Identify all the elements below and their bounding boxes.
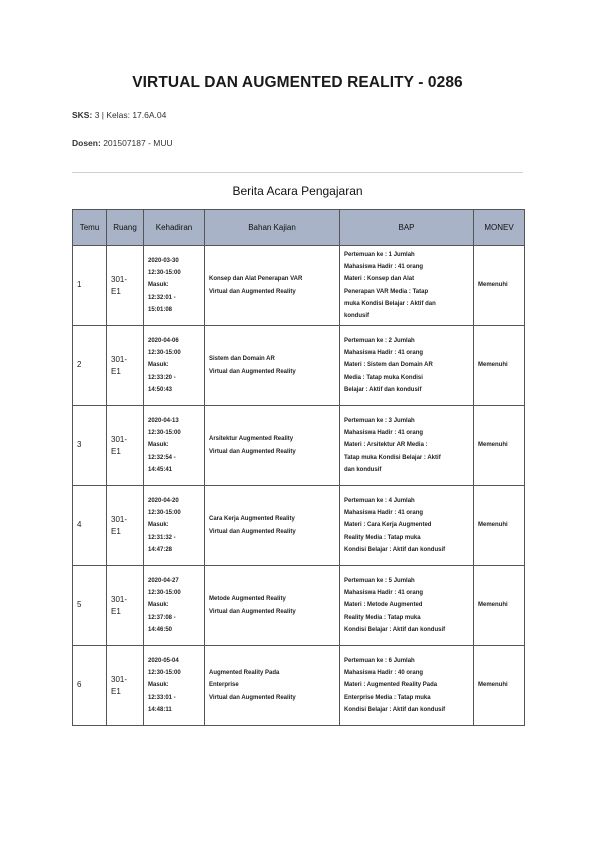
table-row (73, 646, 525, 726)
cell-bap-line: Kondisi Belajar : Aktif dan kondusif (344, 546, 446, 553)
cell-kehadiran-line: 2020-04-27 (148, 577, 179, 584)
cell-ruang (107, 566, 144, 646)
cell-bap-line: Pertemuan ke : 5 Jumlah (344, 577, 415, 584)
cell-bahan-kajian-line: Arsitektur Augmented Reality (209, 436, 294, 443)
cell-kehadiran-line: 15:01:08 (148, 306, 173, 313)
dosen-info (72, 138, 173, 148)
cell-bahan-kajian-line: Virtual dan Augmented Reality (209, 528, 296, 535)
cell-kehadiran-line: Masuk: (148, 442, 169, 449)
cell-kehadiran-line: 14:50:43 (148, 386, 173, 393)
cell-kehadiran (144, 486, 205, 566)
cell-kehadiran-line: 2020-04-20 (148, 497, 179, 504)
cell-kehadiran-line: 12:32:54 - (148, 454, 176, 461)
cell-bap-line: Pertemuan ke : 2 Jumlah (344, 337, 415, 344)
column-header-bap: BAP (340, 210, 474, 246)
cell-kehadiran-line: 12:30-15:00 (148, 270, 181, 277)
section-title: Berita Acara Pengajaran (232, 184, 363, 198)
cell-bap-line: Reality Media : Tatap muka (344, 614, 421, 621)
cell-ruang-line: 301- (111, 354, 128, 364)
bap-table (72, 209, 525, 726)
cell-bap-line: Mahasiswa Hadir : 41 orang (344, 430, 424, 437)
cell-kehadiran-line: 12:33:20 - (148, 374, 176, 381)
cell-ruang (107, 326, 144, 406)
cell-bahan-kajian-line: Sistem dan Domain AR (209, 356, 275, 363)
cell-kehadiran-line: 12:31:32 - (148, 534, 176, 541)
cell-bahan-kajian (205, 646, 340, 726)
cell-temu: 5 (73, 566, 107, 646)
cell-kehadiran-line: 12:32:01 - (148, 294, 176, 301)
cell-bap-line: Reality Media : Tatap muka (344, 534, 421, 541)
cell-ruang (107, 486, 144, 566)
cell-ruang-line: 301- (111, 274, 128, 284)
cell-bap-line: Penerapan VAR Media : Tatap (344, 288, 429, 295)
cell-kehadiran-line: 12:30-15:00 (148, 430, 181, 437)
cell-bahan-kajian (205, 406, 340, 486)
cell-bap-line: Mahasiswa Hadir : 41 orang (344, 590, 424, 597)
cell-kehadiran (144, 326, 205, 406)
cell-bahan-kajian-line: Virtual dan Augmented Reality (209, 368, 296, 375)
table-row (73, 486, 525, 566)
cell-ruang (107, 246, 144, 326)
sks-label: SKS: (72, 110, 93, 120)
cell-bap-line: Tatap muka Kondisi Belajar : Aktif (344, 454, 441, 461)
cell-kehadiran-line: 2020-05-04 (148, 657, 179, 664)
cell-kehadiran (144, 406, 205, 486)
cell-kehadiran-line: Masuk: (148, 522, 169, 529)
cell-kehadiran-line: 12:30-15:00 (148, 510, 181, 517)
cell-bap-line: Pertemuan ke : 3 Jumlah (344, 417, 415, 424)
cell-temu: 4 (73, 486, 107, 566)
cell-bahan-kajian-line: Virtual dan Augmented Reality (209, 288, 296, 295)
cell-ruang-line: E1 (111, 606, 121, 616)
table-row (73, 326, 525, 406)
cell-bap-line: kondusif (344, 312, 369, 319)
cell-bap-line: Materi : Konsep dan Alat (344, 276, 415, 283)
cell-bap-line: Mahasiswa Hadir : 41 orang (344, 350, 424, 357)
column-header-monev: MONEV (474, 210, 525, 246)
cell-bap-line: Materi : Cara Kerja Augmented (344, 522, 432, 529)
cell-bahan-kajian-line: Enterprise (209, 682, 239, 689)
cell-kehadiran-line: Masuk: (148, 602, 169, 609)
table-row (73, 246, 525, 326)
cell-bap-line: Mahasiswa Hadir : 41 orang (344, 264, 424, 271)
column-header-bahan-kajian: Bahan Kajian (205, 210, 340, 246)
cell-kehadiran-line: 12:30-15:00 (148, 350, 181, 357)
cell-bahan-kajian (205, 566, 340, 646)
cell-bap-line: Pertemuan ke : 6 Jumlah (344, 657, 415, 664)
cell-ruang-line: E1 (111, 526, 121, 536)
cell-ruang-line: 301- (111, 514, 128, 524)
dosen-label: Dosen: (72, 138, 101, 148)
cell-ruang (107, 646, 144, 726)
cell-bap-line: dan kondusif (344, 466, 382, 473)
cell-kehadiran-line: Masuk: (148, 682, 169, 689)
cell-bap-line: Belajar : Aktif dan kondusif (344, 386, 422, 393)
cell-kehadiran-line: Masuk: (148, 282, 169, 289)
cell-bap (340, 406, 474, 486)
cell-temu: 6 (73, 646, 107, 726)
cell-kehadiran-line: 12:30-15:00 (148, 670, 181, 677)
cell-kehadiran-line: Masuk: (148, 362, 169, 369)
cell-monev: Memenuhi (474, 566, 525, 646)
cell-bap-line: Media : Tatap muka Kondisi (344, 374, 423, 381)
cell-monev: Memenuhi (474, 486, 525, 566)
cell-ruang-line: E1 (111, 686, 121, 696)
dosen-value: 201507187 - MUU (103, 138, 173, 148)
cell-bap-line: Enterprise Media : Tatap muka (344, 694, 431, 701)
cell-kehadiran-line: 12:30-15:00 (148, 590, 181, 597)
cell-ruang-line: 301- (111, 434, 128, 444)
cell-bahan-kajian-line: Augmented Reality Pada (209, 670, 280, 677)
cell-bap-line: Pertemuan ke : 4 Jumlah (344, 497, 415, 504)
cell-kehadiran-line: 2020-04-06 (148, 337, 179, 344)
cell-kehadiran-line: 2020-03-30 (148, 257, 179, 264)
cell-kehadiran-line: 14:48:11 (148, 706, 172, 713)
cell-ruang-line: 301- (111, 674, 128, 684)
cell-bap-line: Materi : Arsitektur AR Media : (344, 442, 428, 449)
cell-bap (340, 646, 474, 726)
table-header-row (73, 210, 525, 246)
divider (72, 172, 523, 173)
cell-kehadiran (144, 646, 205, 726)
cell-bap-line: Materi : Metode Augmented (344, 602, 423, 609)
cell-bap-line: Materi : Sistem dan Domain AR (344, 362, 433, 369)
cell-monev: Memenuhi (474, 406, 525, 486)
cell-kehadiran-line: 2020-04-13 (148, 417, 179, 424)
cell-bap-line: Kondisi Belajar : Aktif dan kondusif (344, 626, 446, 633)
table-body (73, 246, 525, 726)
cell-bahan-kajian-line: Cara Kerja Augmented Reality (209, 516, 295, 523)
cell-temu: 2 (73, 326, 107, 406)
cell-monev: Memenuhi (474, 326, 525, 406)
cell-bap (340, 246, 474, 326)
cell-bahan-kajian (205, 326, 340, 406)
page-title: VIRTUAL DAN AUGMENTED REALITY - 0286 (132, 74, 463, 91)
table-row (73, 566, 525, 646)
cell-bap-line: Mahasiswa Hadir : 41 orang (344, 510, 424, 517)
cell-ruang-line: E1 (111, 286, 121, 296)
cell-bahan-kajian (205, 486, 340, 566)
cell-kehadiran (144, 566, 205, 646)
cell-bahan-kajian-line: Virtual dan Augmented Reality (209, 608, 296, 615)
cell-kehadiran-line: 12:33:01 - (148, 694, 176, 701)
cell-temu: 3 (73, 406, 107, 486)
cell-kehadiran-line: 14:47:28 (148, 546, 173, 553)
cell-bap-line: muka Kondisi Belajar : Aktif dan (344, 300, 436, 307)
table-row (73, 406, 525, 486)
column-header-temu: Temu (73, 210, 107, 246)
cell-bap-line: Mahasiswa Hadir : 40 orang (344, 670, 424, 677)
sks-info (72, 110, 166, 120)
cell-kehadiran-line: 14:45:41 (148, 466, 173, 473)
cell-kehadiran-line: 12:37:08 - (148, 614, 176, 621)
cell-temu: 1 (73, 246, 107, 326)
cell-bahan-kajian-line: Virtual dan Augmented Reality (209, 694, 296, 701)
cell-bahan-kajian (205, 246, 340, 326)
column-header-ruang: Ruang (107, 210, 144, 246)
cell-ruang-line: E1 (111, 366, 121, 376)
cell-kehadiran (144, 246, 205, 326)
cell-bap-line: Kondisi Belajar : Aktif dan kondusif (344, 706, 446, 713)
cell-bap (340, 566, 474, 646)
cell-monev: Memenuhi (474, 246, 525, 326)
cell-ruang-line: 301- (111, 594, 128, 604)
cell-bahan-kajian-line: Konsep dan Alat Penerapan VAR (209, 276, 303, 283)
cell-bahan-kajian-line: Metode Augmented Reality (209, 596, 286, 603)
column-header-kehadiran: Kehadiran (144, 210, 205, 246)
cell-monev: Memenuhi (474, 646, 525, 726)
cell-bap (340, 326, 474, 406)
cell-kehadiran-line: 14:46:50 (148, 626, 173, 633)
cell-bap-line: Pertemuan ke : 1 Jumlah (344, 251, 415, 258)
cell-ruang-line: E1 (111, 446, 121, 456)
cell-bap-line: Materi : Augmented Reality Pada (344, 682, 438, 689)
cell-bap (340, 486, 474, 566)
cell-bahan-kajian-line: Virtual dan Augmented Reality (209, 448, 296, 455)
sks-value: 3 | Kelas: 17.6A.04 (94, 110, 167, 120)
cell-ruang (107, 406, 144, 486)
